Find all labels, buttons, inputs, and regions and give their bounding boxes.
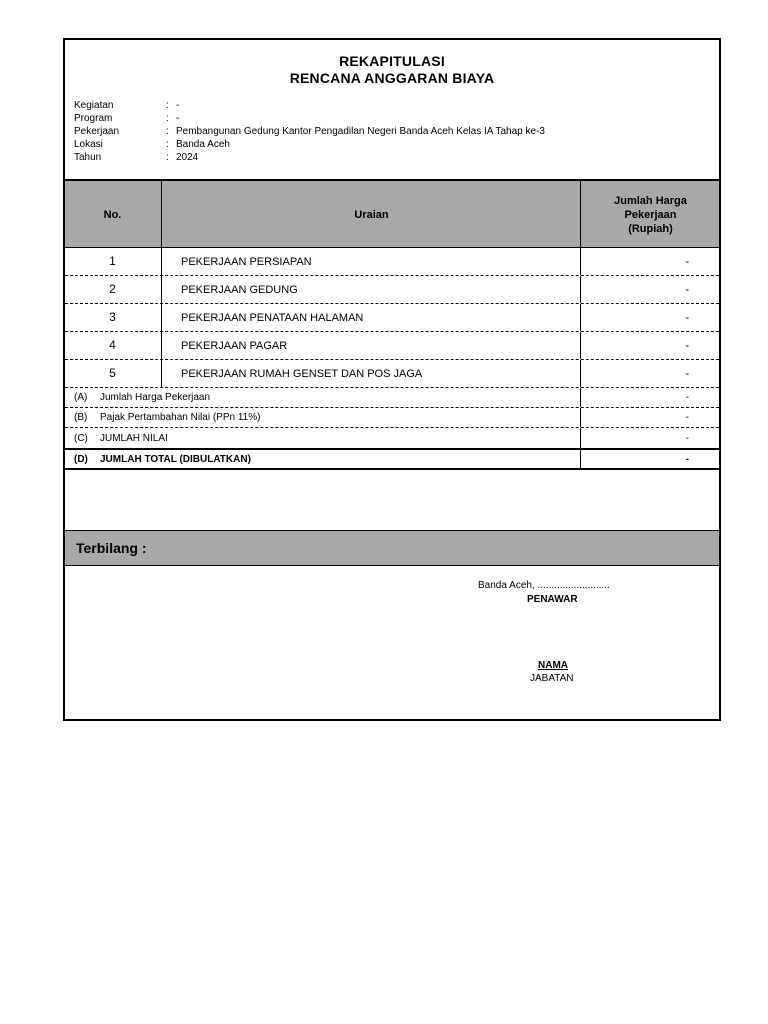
info-label: Pekerjaan xyxy=(74,126,120,137)
terbilang-bar: Terbilang : xyxy=(65,530,719,566)
summary-code: (C) xyxy=(74,432,88,444)
info-colon: : xyxy=(166,126,169,137)
table-row xyxy=(65,332,719,360)
info-row-kegiatan xyxy=(74,99,545,112)
row-value: - xyxy=(580,276,719,303)
row-no: 3 xyxy=(109,310,116,324)
row-uraian: PEKERJAAN PERSIAPAN xyxy=(161,248,579,275)
summary-value: - xyxy=(580,408,719,427)
summary-value: - xyxy=(580,450,719,468)
signature-role: PENAWAR xyxy=(527,594,578,605)
table-row xyxy=(65,248,719,276)
summary-value: - xyxy=(580,428,719,448)
info-value: - xyxy=(176,100,180,111)
info-row-pekerjaan xyxy=(74,125,545,138)
row-no: 5 xyxy=(109,366,116,380)
summary-label: JUMLAH NILAI xyxy=(100,432,168,444)
signature-position: JABATAN xyxy=(530,673,574,684)
summary-row-a xyxy=(65,388,719,408)
summary-code: (A) xyxy=(74,392,88,403)
info-value: Pembangunan Gedung Kantor Pengadilan Negeri Banda Aceh Kelas IA Tahap ke-3 xyxy=(176,126,545,137)
summary-label: Jumlah Harga Pekerjaan xyxy=(100,392,211,403)
rab-sheet xyxy=(63,38,721,721)
summary-value: - xyxy=(580,388,719,407)
info-colon: : xyxy=(166,152,169,163)
row-no: 2 xyxy=(109,282,116,296)
row-value: - xyxy=(580,304,719,331)
info-row-tahun xyxy=(74,151,545,164)
header-no: No. xyxy=(103,208,122,221)
table-row xyxy=(65,276,719,304)
summary-row-d xyxy=(65,448,719,470)
signature-place-date: Banda Aceh, .......................... xyxy=(478,580,610,591)
info-label: Program xyxy=(74,113,113,124)
summary-row-b xyxy=(65,408,719,428)
project-info xyxy=(74,99,545,164)
info-colon: : xyxy=(166,139,169,150)
header-jumlah-line1: Jumlah Harga xyxy=(614,194,687,207)
document-title: REKAPITULASI xyxy=(339,53,445,69)
table-header xyxy=(65,179,719,248)
row-value: - xyxy=(580,332,719,359)
header-jumlah xyxy=(580,181,720,248)
signature-name: NAMA xyxy=(538,660,568,671)
info-label: Kegiatan xyxy=(74,100,114,111)
header-jumlah-line3: (Rupiah) xyxy=(628,222,673,235)
header-jumlah-line2: Pekerjaan xyxy=(624,208,677,221)
row-value: - xyxy=(580,248,719,275)
info-row-program xyxy=(74,112,545,125)
row-uraian: PEKERJAAN RUMAH GENSET DAN POS JAGA xyxy=(161,360,579,387)
info-row-lokasi xyxy=(74,138,545,151)
summary-label: Pajak Pertambahan Nilai (PPn 11%) xyxy=(100,412,261,423)
row-uraian: PEKERJAAN GEDUNG xyxy=(161,276,579,303)
summary-label: JUMLAH TOTAL (DIBULATKAN) xyxy=(100,453,251,465)
table-row xyxy=(65,304,719,332)
row-value: - xyxy=(580,360,719,387)
row-uraian: PEKERJAAN PENATAAN HALAMAN xyxy=(161,304,579,331)
summary-code: (B) xyxy=(74,412,88,423)
document-subtitle: RENCANA ANGGARAN BIAYA xyxy=(289,70,495,86)
info-colon: : xyxy=(166,113,169,124)
info-label: Lokasi xyxy=(74,139,103,150)
info-value: - xyxy=(176,113,180,124)
row-no: 4 xyxy=(109,338,116,352)
table-row xyxy=(65,360,719,388)
summary-code: (D) xyxy=(74,453,88,465)
info-label: Tahun xyxy=(74,152,102,163)
summary-row-c xyxy=(65,428,719,448)
info-colon: : xyxy=(166,100,169,111)
row-uraian: PEKERJAAN PAGAR xyxy=(161,332,579,359)
info-value: Banda Aceh xyxy=(176,139,230,150)
info-value: 2024 xyxy=(176,152,199,163)
header-uraian: Uraian xyxy=(161,181,581,248)
row-no: 1 xyxy=(109,254,116,268)
